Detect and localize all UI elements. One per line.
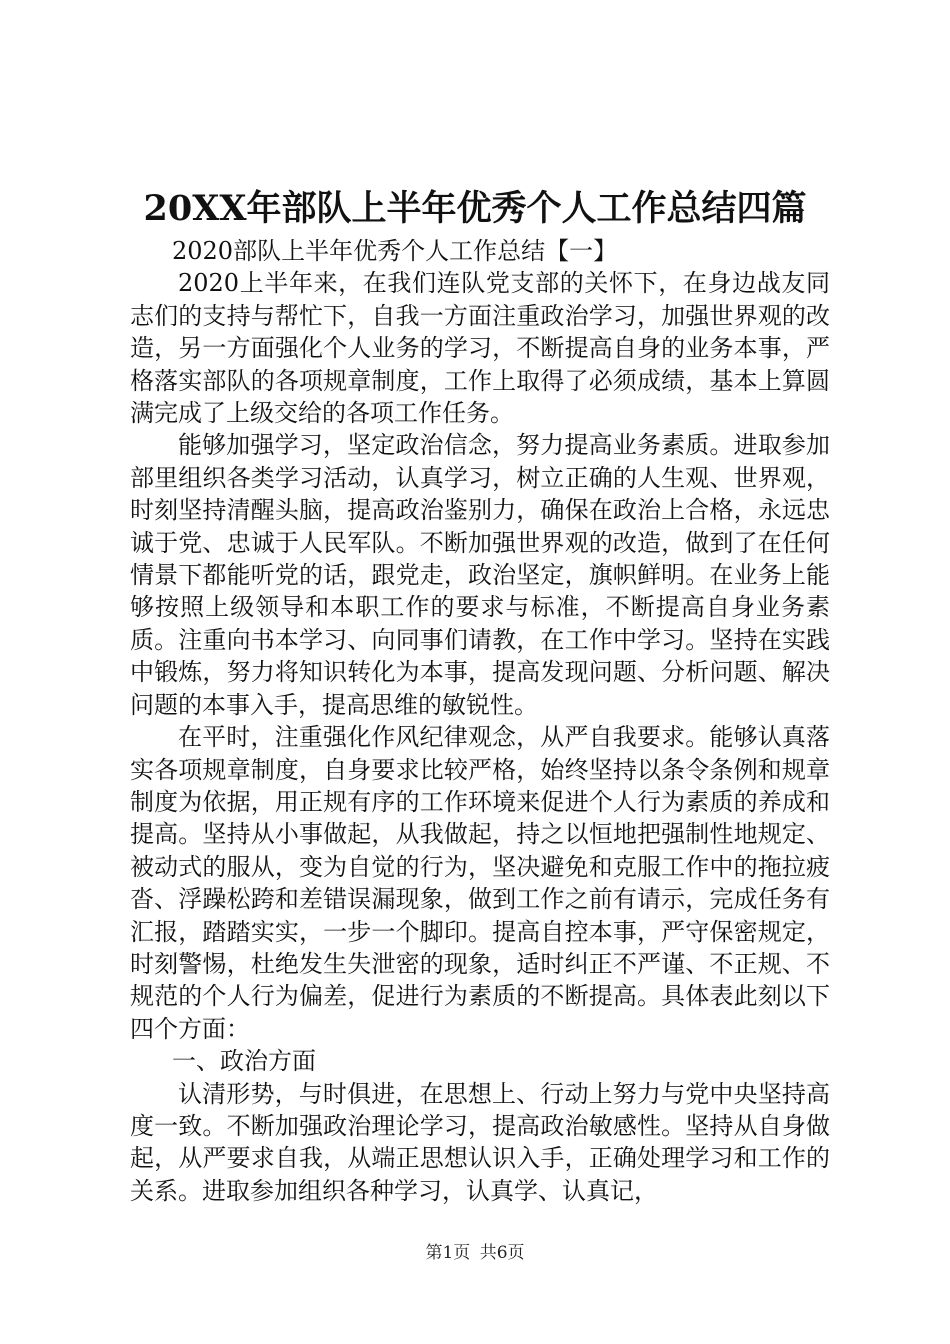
document-body [130,235,830,1207]
paragraph-3: 在平时，注重强化作风纪律观念，从严自我要求。能够认真落实各项规章制度，自身要求比较严格，始终坚持以条令条例和规章制度为依据，用正规有序的工作环境来促进个人行为素质的养成和提高。坚持从小事做起，从我做起，持之以恒地把强制性地规定、被动式的服从，变为自觉的行为，坚决避免和克服工作中的拖拉疲沓、浮躁松跨和差错误漏现象，做到工作之前有请示，完成任务有汇报，踏踏实实，一步一个脚印。提高自控本事，严守保密规定，时刻警惕，杜绝发生失泄密的现象，适时纠正不严谨、不正规、不规范的个人行为偏差，促进行为素质的不断提高。具体表此刻以下四个方面： [130,723,830,1043]
page-total: 共6页 [479,1243,525,1263]
page-number: 第1页 [425,1243,471,1263]
paragraph-2: 能够加强学习，坚定政治信念，努力提高业务素质。进取参加部里组织各类学习活动，认真学习，树立正确的人生观、世界观，时刻坚持清醒头脑，提高政治鉴别力，确保在政治上合格，永远忠诚于党、忠诚于人民军队。不断加强世界观的改造，做到了在任何情景下都能听党的话，跟党走，政治坚定，旗帜鲜明。在业务上能够按照上级领导和本职工作的要求与标准，不断提高自身业务素质。注重向书本学习、向同事们请教，在工作中学习。坚持在实践中锻炼，努力将知识转化为本事，提高发现问题、分析问题、解决问题的本事入手，提高思维的敏锐性。 [130,431,830,719]
section-heading: 2020部队上半年优秀个人工作总结【一】 [172,237,618,265]
page-footer [0,1241,950,1265]
paragraph-4: 认清形势，与时俱进，在思想上、行动上努力与党中央坚持高度一致。不断加强政治理论学习，提高政治敏感性。坚持从自身做起，从严要求自我，从端正思想认识入手，正确处理学习和工作的关系。进取参加组织各种学习，认真学、认真记， [130,1079,830,1205]
paragraph-1: 2020上半年来，在我们连队党支部的关怀下，在身边战友同志们的支持与帮忙下，自我一方面注重政治学习，加强世界观的改造，另一方面强化个人业务的学习，不断提高自身的业务本事，严格落实部队的各项规章制度，工作上取得了必须成绩，基本上算圆满完成了上级交给的各项工作任务。 [130,269,830,428]
document-title: 20XX年部队上半年优秀个人工作总结四篇 [143,188,807,229]
subheading-politics: 一、政治方面 [172,1047,316,1076]
